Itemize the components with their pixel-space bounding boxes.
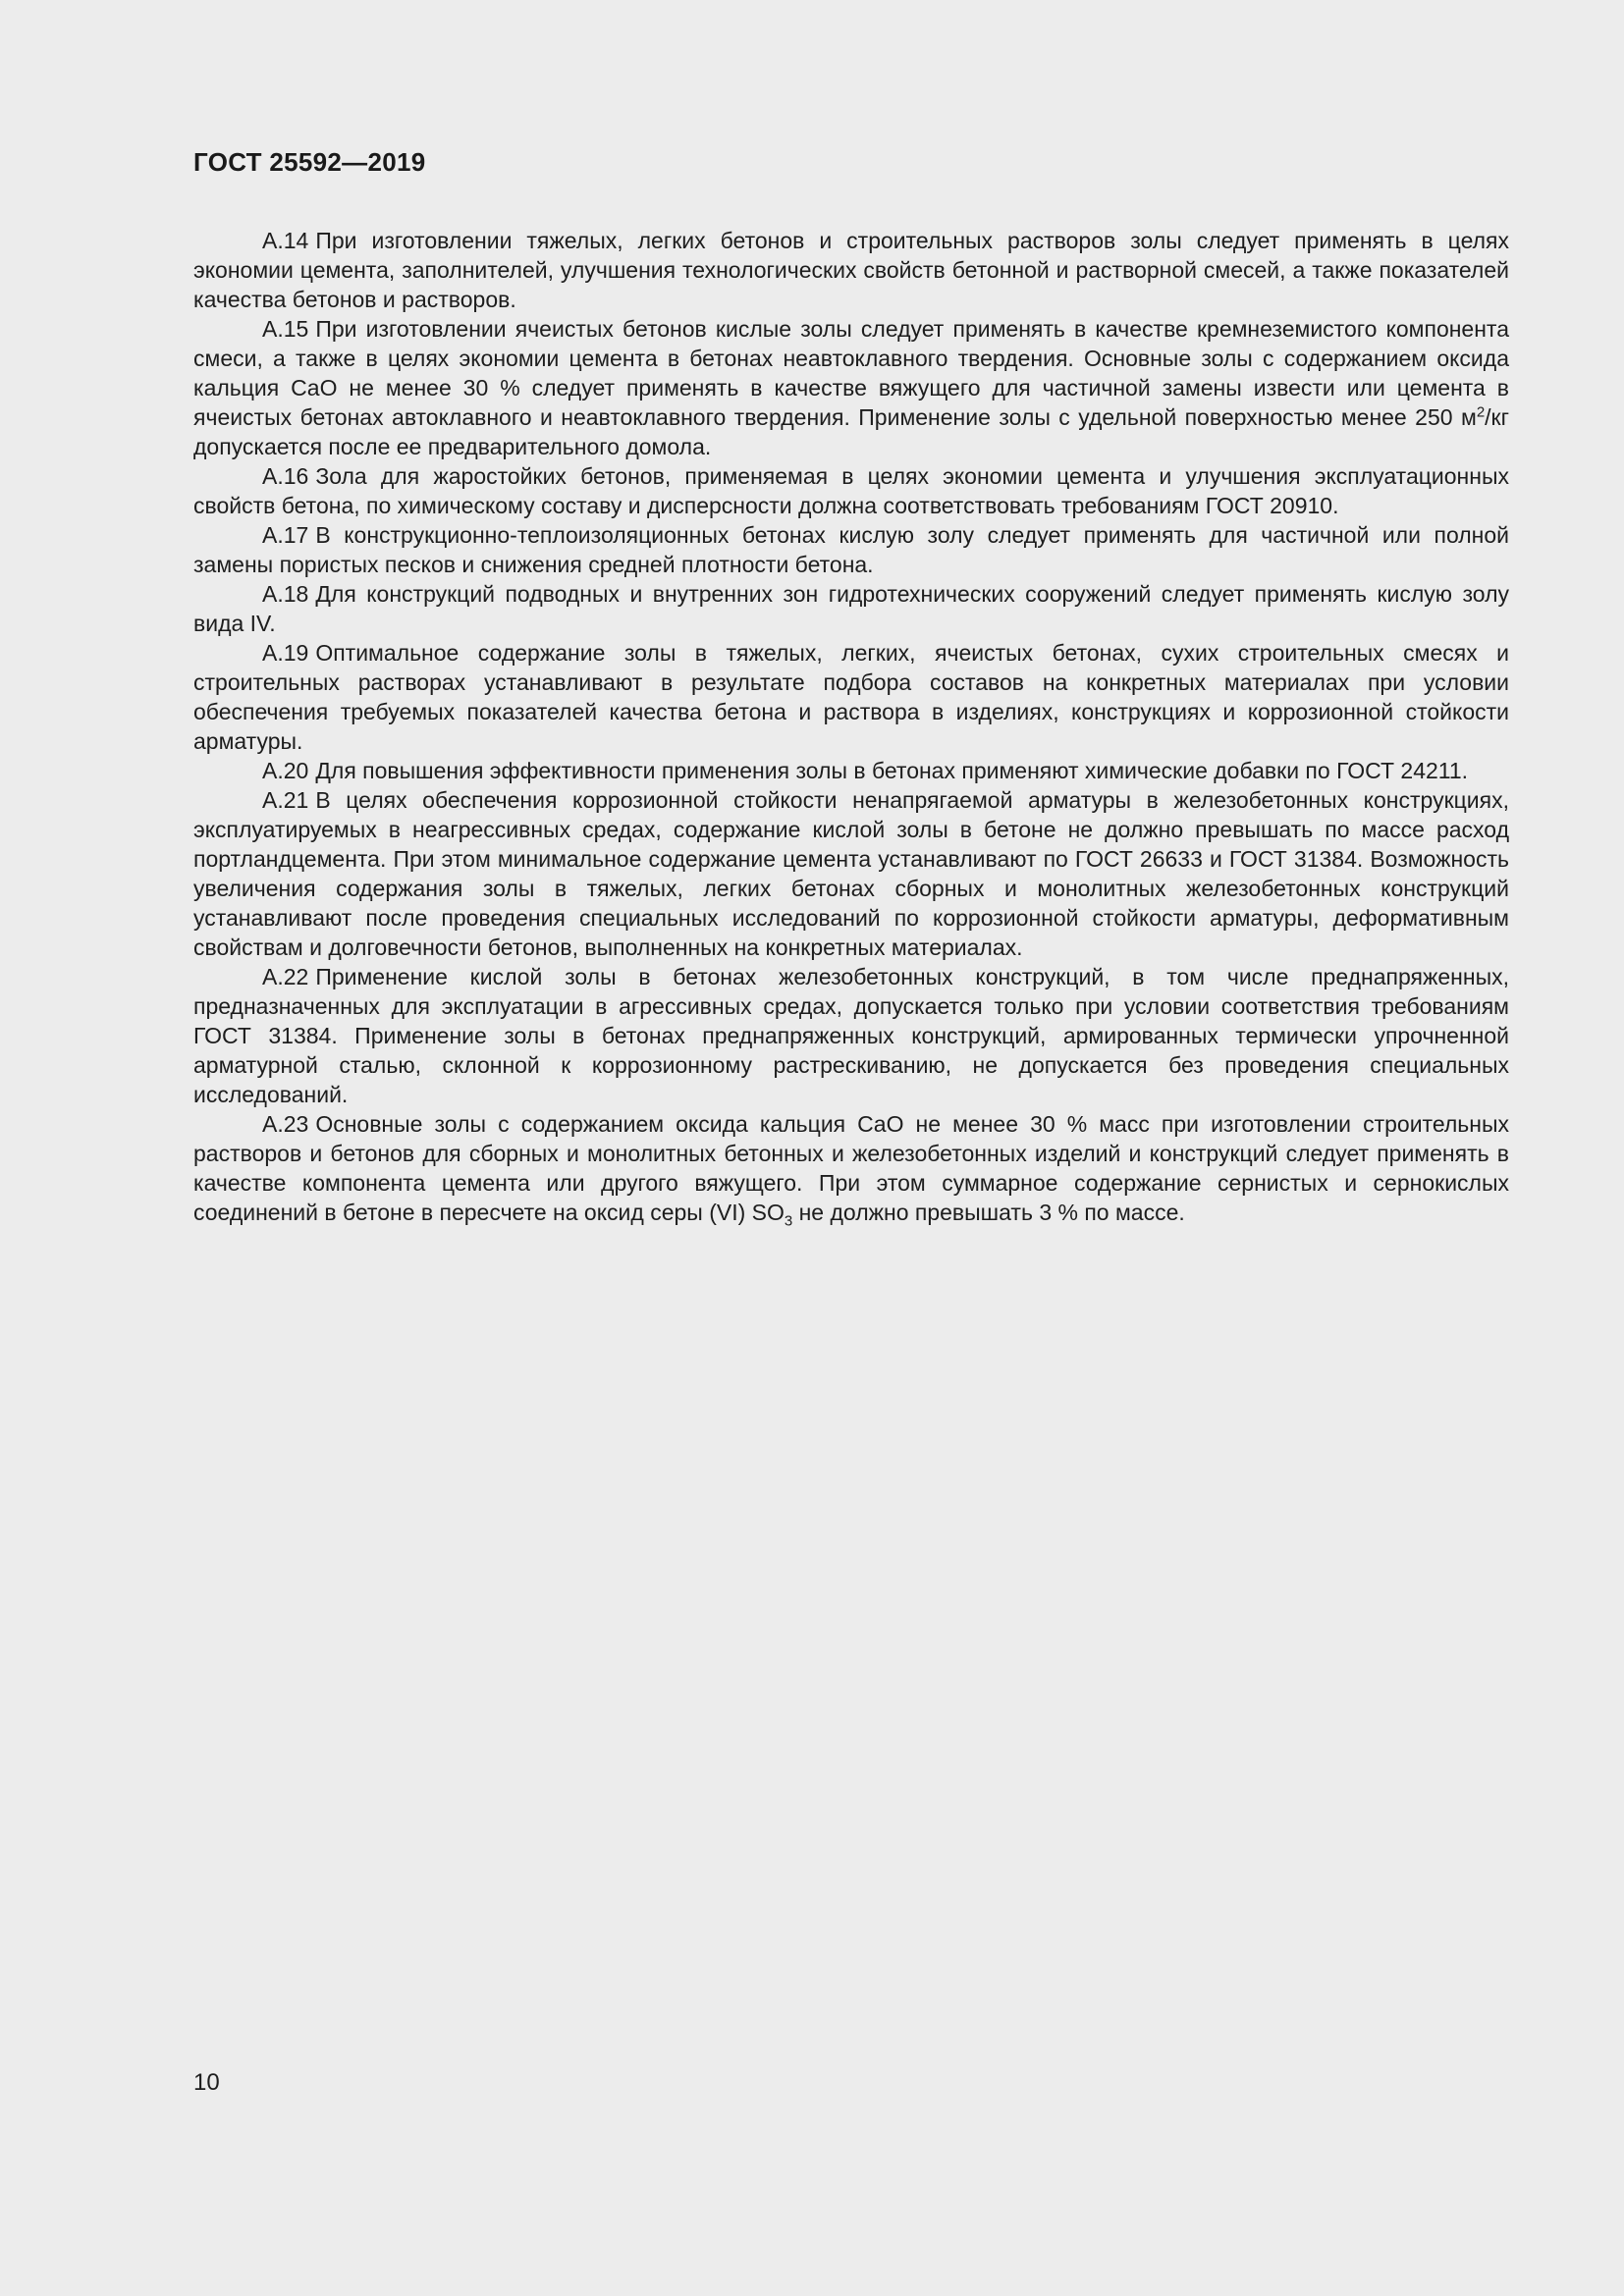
subscript: 3 — [784, 1212, 793, 1230]
paragraph-a23 — [193, 1109, 1509, 1230]
superscript: 2 — [1476, 403, 1486, 421]
paragraph-a20 — [193, 756, 1509, 785]
paragraph-number: А.15 — [262, 316, 309, 342]
document-code: ГОСТ 25592—2019 — [193, 147, 426, 177]
paragraph-text-tail: не должно превышать 3 % по массе. — [792, 1200, 1185, 1225]
paragraph-text: Зола для жаростойких бетонов, применяемая в целях экономии цемента и улучшения эксплуатационных свойств бетона, по химическому составу и дисперсности должна соответствовать требованиям ГОСТ 20910. — [193, 463, 1509, 518]
paragraph-number: А.16 — [262, 463, 309, 489]
paragraph-number: А.18 — [262, 581, 309, 607]
paragraph-number: А.21 — [262, 787, 309, 813]
paragraph-text: В целях обеспечения коррозионной стойкости ненапрягаемой арматуры в железобетонных конструкциях, эксплуатируемых в неагрессивных средах, содержание кислой золы в бетоне не должно превышать по массе расход портландцемента. При этом минимальное содержание цемента устанавливают по ГОСТ 26633 и ГОСТ 31384. Возможность увеличения содержания золы в тяжелых, легких бетонах сборных и монолитных железобетонных конструкций устанавливают после проведения специальных исследований по коррозионной стойкости арматуры, деформативным свойствам и долговечности бетонов, выполненных на конкретных материалах. — [193, 787, 1509, 960]
paragraph-text: Для конструкций подводных и внутренних зон гидротехнических сооружений следует применять кислую золу вида IV. — [193, 581, 1509, 636]
paragraph-number: А.14 — [262, 228, 309, 253]
paragraph-number: А.19 — [262, 640, 309, 666]
paragraph-a22 — [193, 962, 1509, 1109]
paragraph-a19 — [193, 638, 1509, 756]
page-number: 10 — [193, 2069, 220, 2096]
paragraph-text: Основные золы с содержанием оксида кальция CaO не менее 30 % масс при изготовлении строительных растворов и бетонов для сборных и монолитных бетонных и железобетонных изделий и конструкций следует применять в качестве компонента цемента или другого вяжущего. При этом суммарное содержание сернистых и сернокислых соединений в бетоне в пересчете на оксид серы (VI) SO — [193, 1111, 1509, 1225]
paragraph-text: При изготовлении ячеистых бетонов кислые золы следует применять в качестве кремнеземистого компонента смеси, а также в целях экономии цемента в бетонах неавтоклавного твердения. Основные золы с содержанием оксида кальция CaO не менее 30 % следует применять в качестве вяжущего для частичной замены извести или цемента в ячеистых бетонах автоклавного и неавтоклавного твердения. Применение золы с удельной поверхностью менее 250 м — [193, 316, 1509, 430]
document-body — [193, 226, 1509, 1230]
paragraph-text: Применение кислой золы в бетонах железобетонных конструкций, в том числе преднапряженных, предназначенных для эксплуатации в агрессивных средах, допускается только при условии соответствия требованиям ГОСТ 31384. Применение золы в бетонах преднапряженных конструкций, армированных термически упрочненной арматурной сталью, склонной к коррозионному растрескиванию, не допускается без проведения специальных исследований. — [193, 964, 1509, 1107]
paragraph-text-tail: /кг допускается после ее предварительного домола. — [193, 404, 1509, 459]
paragraph-text: Оптимальное содержание золы в тяжелых, легких, ячеистых бетонах, сухих строительных смесях и строительных растворах устанавливают в результате подбора составов на конкретных материалах при условии обеспечения требуемых показателей качества бетона и раствора в изделиях, конструкциях и коррозионной стойкости арматуры. — [193, 640, 1509, 754]
paragraph-a17 — [193, 520, 1509, 579]
paragraph-number: А.22 — [262, 964, 309, 989]
paragraph-text: В конструкционно-теплоизоляционных бетонах кислую золу следует применять для частичной или полной замены пористых песков и снижения средней плотности бетона. — [193, 522, 1509, 577]
paragraph-text: Для повышения эффективности применения золы в бетонах применяют химические добавки по ГОСТ 24211. — [315, 758, 1469, 783]
paragraph-a18 — [193, 579, 1509, 638]
paragraph-number: А.23 — [262, 1111, 309, 1137]
paragraph-a16 — [193, 461, 1509, 520]
paragraph-a14 — [193, 226, 1509, 314]
paragraph-number: А.17 — [262, 522, 309, 548]
paragraph-text: При изготовлении тяжелых, легких бетонов и строительных растворов золы следует применять в целях экономии цемента, заполнителей, улучшения технологических свойств бетонной и растворной смесей, а также показателей качества бетонов и растворов. — [193, 228, 1509, 312]
paragraph-a15 — [193, 314, 1509, 461]
paragraph-a21 — [193, 785, 1509, 962]
paragraph-number: А.20 — [262, 758, 309, 783]
